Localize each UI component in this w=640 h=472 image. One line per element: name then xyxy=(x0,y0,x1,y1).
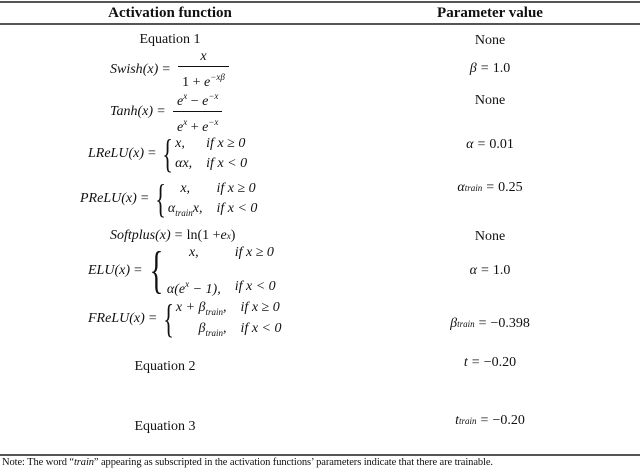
row-elu-function: ELU (x) = { x, if x ≥ 0 $\alpha(e^x - 1)$, if x < 0 xyxy=(88,242,276,299)
left-brace: { xyxy=(154,176,166,221)
row-lrelu-parameter: α = 0.01 xyxy=(466,137,514,152)
swish-name: Swish xyxy=(110,62,143,77)
column-header-activation-function: Activation function xyxy=(108,5,232,21)
row-equation-2-parameter: t = −0.20 xyxy=(463,355,517,370)
row-swish-function: Swish (x) = $\frac{x}{1 + e^{-x\beta}}$ xyxy=(110,50,290,90)
swish-fraction: $\frac{x}{1 + e^{-x\beta}}$ xyxy=(178,49,229,91)
frelu-cases: $x + \beta_{train}$, if x ≥ 0 $\beta_{train}$, if x < 0 xyxy=(175,300,282,338)
table-note: Note: The word “train” appearing as subscripted in the activation functions’ parameters indicate that there are trainable. xyxy=(2,457,493,468)
left-brace: { xyxy=(162,296,174,341)
header-rule xyxy=(0,23,640,25)
row-equation-3-parameter: t train = −0.20 xyxy=(455,413,525,428)
row-swish-parameter: β = 1.0 xyxy=(469,61,511,76)
row-softplus-function: Softplus (x) = ln(1 + e x ) xyxy=(110,228,236,243)
note-emphasis: train xyxy=(73,457,94,468)
row-lrelu-function: LReLU (x) = { x, if x ≥ 0 αx, if x < 0 xyxy=(88,131,248,176)
table-bottom-rule xyxy=(0,454,640,456)
row-equation-3-function: Equation 3 xyxy=(134,419,196,434)
row-elu-parameter: α = 1.0 xyxy=(469,263,511,278)
row-prelu-parameter: α train = 0.25 xyxy=(457,180,523,195)
row-frelu-function: FReLU (x) = { $x + \beta_{train}$, if x ≥ 0 $\beta_{train}$, if x < 0 xyxy=(88,296,282,341)
row-prelu-function: PReLU (x) = { x, if x ≥ 0 $\alpha_{train}x$, if x < 0 xyxy=(80,176,258,221)
row-tanh-function: Tanh (x) = $\frac{e^x - e^{-x}}{e^x + e^{-x}}$ xyxy=(110,90,290,134)
left-brace: { xyxy=(162,131,173,176)
row-tanh-parameter: None xyxy=(474,93,506,108)
table-top-rule xyxy=(0,1,640,3)
row-frelu-parameter: β train = −0.398 xyxy=(450,316,530,331)
column-header-parameter-value: Parameter value xyxy=(437,5,543,21)
prelu-cases: x, if x ≥ 0 $\alpha_{train}x$, if x < 0 xyxy=(167,180,258,218)
elu-cases: x, if x ≥ 0 $\alpha(e^x - 1)$, if x < 0 xyxy=(166,244,276,297)
left-brace: { xyxy=(149,242,164,299)
row-equation-1-function: Equation 1 xyxy=(139,32,201,47)
tanh-fraction: $\frac{e^x - e^{-x}}{e^x + e^{-x}}$ xyxy=(173,88,222,136)
lrelu-cases: x, if x ≥ 0 αx, if x < 0 xyxy=(175,136,248,171)
row-softplus-parameter: None xyxy=(474,229,506,244)
row-equation-1-parameter: None xyxy=(474,33,506,48)
row-equation-2-function: Equation 2 xyxy=(134,359,196,374)
